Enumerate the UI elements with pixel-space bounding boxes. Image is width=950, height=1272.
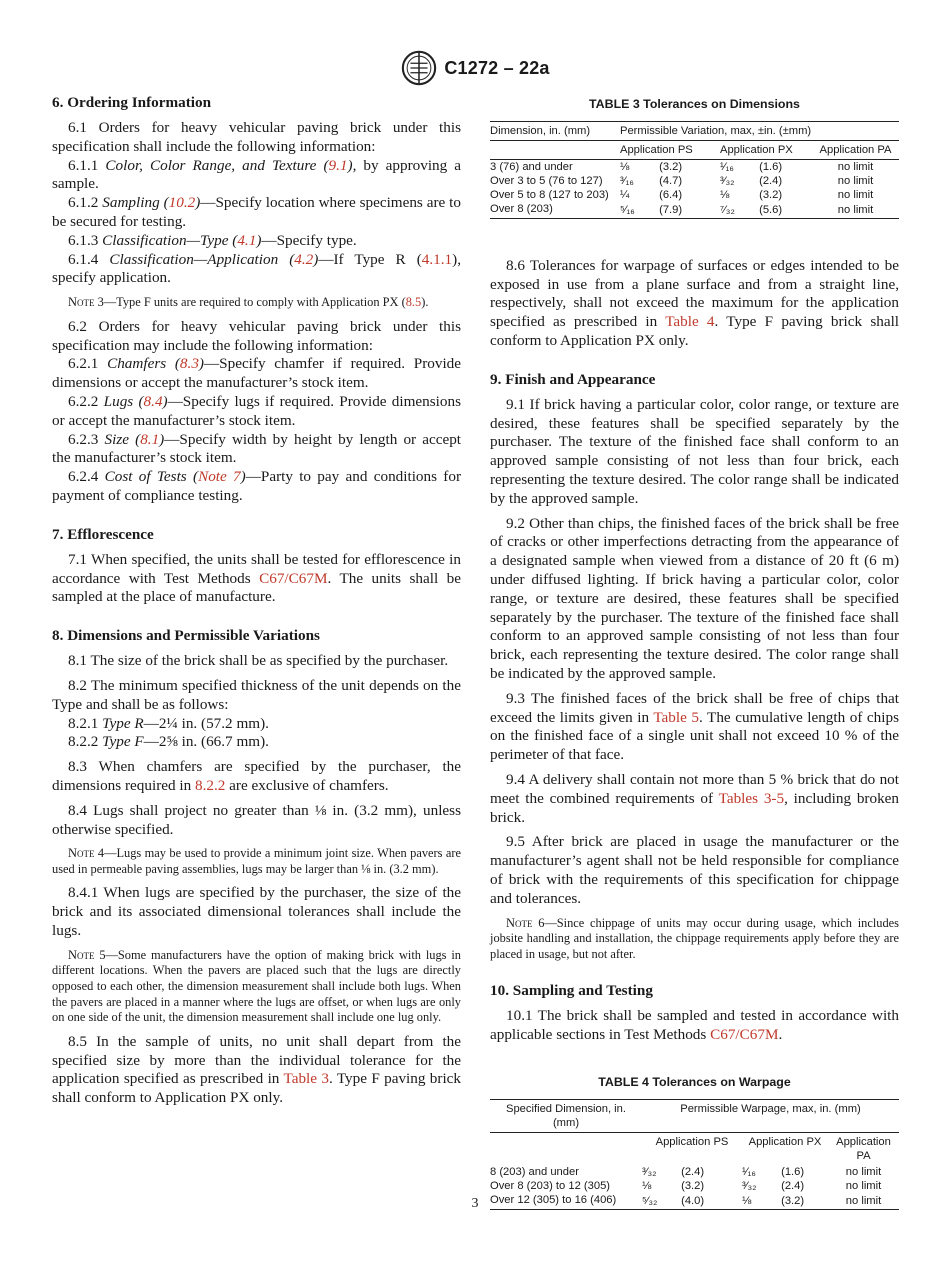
- table-row: 8 (203) and under ³⁄₃₂ (2.4) ¹⁄₁₆ (1.6) no limit: [490, 1165, 882, 1178]
- paragraph-8-3: 8.3 When chamfers are specified by the purchaser, the dimensions required in 8.2.2 are exclusive of chamfers.: [52, 758, 461, 794]
- link-10-2[interactable]: 10.2: [168, 194, 196, 212]
- link-8-5[interactable]: 8.5: [405, 295, 422, 310]
- table-row: Over 8 (203) ⁵⁄₁₆ (7.9) ⁷⁄₃₂ (5.6) no limit: [490, 202, 899, 219]
- table-4-title: TABLE 4 Tolerances on Warpage: [598, 1074, 791, 1089]
- table-row: 3 (76) and under ⅛ (3.2) ¹⁄₁₆ (1.6) no limit: [490, 160, 874, 173]
- link-4-1-1[interactable]: 4.1.1: [421, 250, 453, 268]
- table-3: [490, 95, 899, 219]
- table-row: Over 12 (305) to 16 (406) ⁵⁄₃₂ (4.0) ⅛ (3.2) no limit: [490, 1193, 899, 1210]
- table-row: Over 8 (203) to 12 (305) ⅛ (3.2) ³⁄₃₂ (2.4) no limit: [490, 1179, 882, 1192]
- table-3-col-dimension: Dimension, in. (mm): [490, 121, 620, 140]
- link-table-5[interactable]: Table 5: [653, 708, 699, 726]
- paragraph-6-1: 6.1 Orders for heavy vehicular paving brick under this specification shall include the following information:: [52, 119, 461, 155]
- table-4-sub-pa: Application PA: [836, 1135, 891, 1162]
- left-column: [52, 93, 461, 1108]
- link-8-3[interactable]: 8.3: [179, 355, 199, 373]
- table-4-col-dimension: Specified Dimension, in. (mm): [490, 1099, 642, 1132]
- section-9-heading: 9. Finish and Appearance: [490, 370, 656, 388]
- link-9-1[interactable]: 9.1: [328, 156, 348, 174]
- table-row: Over 5 to 8 (127 to 203) ¼ (6.4) ⅛ (3.2) no limit: [490, 188, 874, 201]
- note-6: Note 6—Since chippage of units may occur during usage, which includes jobsite handling and installation, the chippage requirements apply before they are placed in usage, but not after.: [490, 915, 899, 961]
- link-8-4[interactable]: 8.4: [143, 392, 163, 410]
- link-8-2-2[interactable]: 8.2.2: [195, 776, 226, 794]
- link-4-2[interactable]: 4.2: [294, 250, 314, 268]
- link-tables-3-5[interactable]: Tables 3-5: [718, 789, 785, 807]
- paragraph-9-5: 9.5 After brick are placed in usage the manufacturer or the manufacturer’s agent shall not be held responsible for compliance of brick with the requirements of this specification for chippage and tolerances.: [490, 833, 899, 907]
- note-3: Note 3—Type F units are required to comply with Application PX (8.5).: [68, 295, 429, 310]
- table-3-grid: [490, 121, 899, 219]
- paragraph-9-4: 9.4 A delivery shall contain not more than 5 % brick that do not meet the combined requirements of Tables 3-5, including broken brick.: [490, 770, 900, 826]
- section-10-heading: 10. Sampling and Testing: [490, 982, 653, 1000]
- paragraph-9-1: 9.1 If brick having a particular color, color range, or texture are desired, these features shall be specified separately by the purchaser. The texture of the finished face shall conform to an approved sample consisting of not less than four brick, each representing the texture desired. The color range shall be indicated by the approved sample.: [490, 395, 899, 507]
- paragraph-9-3: 9.3 The finished faces of the brick shall be free of chips that exceed the limits given in Table 5. The cumulative length of chips on the finished face of a single unit shall not exceed 10 % of the perimeter of that face.: [490, 689, 899, 764]
- link-8-1[interactable]: 8.1: [140, 430, 160, 448]
- paragraph-8-2-2: 8.2.2 Type F—2⅝ in. (66.7 mm).: [68, 733, 269, 751]
- paragraph-10-1: 10.1 The brick shall be sampled and tested in accordance with applicable sections in Test Methods C67/C67M.: [490, 1007, 899, 1044]
- table-4-grid: [490, 1099, 899, 1210]
- table-4: [490, 1073, 899, 1210]
- section-6-heading: 6. Ordering Information: [52, 94, 212, 111]
- paragraph-6-2-2: 6.2.2 Lugs (8.4)—Specify lugs if required. Provide dimensions or accept the manufacturer’s stock item.: [52, 392, 461, 429]
- paragraph-8-1: 8.1 The size of the brick shall be as specified by the purchaser.: [68, 652, 449, 670]
- page-number: 3: [471, 1196, 479, 1211]
- table-4-col-group: Permissible Warpage, max, in. (mm): [642, 1099, 899, 1132]
- paragraph-6-1-2: 6.1.2 Sampling (10.2)—Specify location where specimens are to be secured for testing.: [52, 194, 461, 230]
- paragraph-8-4: 8.4 Lugs shall project no greater than ⅛ in. (3.2 mm), unless otherwise specified.: [52, 801, 461, 838]
- document-id: C1272 – 22a: [444, 57, 550, 78]
- table-3-title: TABLE 3 Tolerances on Dimensions: [589, 97, 800, 111]
- paragraph-6-2-4: 6.2.4 Cost of Tests (Note 7)—Party to pay and conditions for payment of compliance testing.: [52, 468, 461, 504]
- paragraph-8-5: 8.5 In the sample of units, no unit shall depart from the specified size by more than the individual tolerance for the application specified as prescribed in Table 3. Type F paving brick shall conform to Application PX only.: [52, 1032, 462, 1107]
- link-c67-2[interactable]: C67/C67M: [710, 1026, 779, 1044]
- table-3-col-group: Permissible Variation, max, ±in. (±mm): [620, 121, 899, 140]
- table-3-sub-px: Application PX: [720, 140, 812, 159]
- paragraph-6-2: 6.2 Orders for heavy vehicular paving brick under this specification may include the following information:: [52, 317, 461, 354]
- paragraph-6-2-1: 6.2.1 Chamfers (8.3)—Specify chamfer if required. Provide dimensions or accept the manufacturer’s stock item.: [52, 355, 462, 392]
- table-4-sub-ps: Application PS: [655, 1135, 729, 1148]
- link-table-3[interactable]: Table 3: [283, 1070, 329, 1088]
- astm-logo-icon: [400, 49, 438, 87]
- section-7-heading: 7. Efflorescence: [52, 525, 154, 543]
- paragraph-8-2-1: 8.2.1 Type R—2¼ in. (57.2 mm).: [68, 714, 269, 732]
- right-column: [490, 95, 899, 1210]
- paragraph-8-6: 8.6 Tolerances for warpage of surfaces or edges intended to be exposed in use from a plane surface and from a straight line, respectively, shall not exceed the maximum for the application specified as prescribed in Table 4. Type F paving brick shall conform to Application PX only.: [490, 256, 900, 349]
- table-3-sub-ps: Application PS: [620, 140, 720, 159]
- paragraph-6-1-3: 6.1.3 Classification—Type (4.1)—Specify type.: [68, 231, 357, 249]
- link-note-7[interactable]: Note 7: [198, 468, 241, 486]
- note-4: Note 4—Lugs may be used to provide a minimum joint size. When pavers are used in permeable paving assemblies, lugs may be larger than ⅛ in. (3.2 mm).: [52, 846, 461, 876]
- link-4-1[interactable]: 4.1: [237, 231, 257, 249]
- paragraph-8-4-1: 8.4.1 When lugs are specified by the purchaser, the size of the brick and its associated dimensional tolerances shall include the lugs.: [52, 884, 461, 940]
- paragraph-9-2: 9.2 Other than chips, the finished faces of the brick shall be free of cracks or other imperfections detracting from the appearance of a designated sample when viewed from a distance of 20 ft (6 m) under diffused lighting. If brick having a particular color, color range, or texture are desired, these features shall be specified separately by the purchaser. The texture of the finished face shall conform to an approved sample consisting of not less than four brick, each representing the texture desired. The color range shall be indicated by the approved sample.: [490, 514, 899, 682]
- paragraph-6-2-3: 6.2.3 Size (8.1)—Specify width by height by length or accept the manufacturer’s stock item.: [52, 430, 462, 467]
- table-4-sub-px: Application PX: [748, 1135, 822, 1148]
- section-8-heading: 8. Dimensions and Permissible Variations: [52, 627, 320, 645]
- table-row: Over 3 to 5 (76 to 127) ³⁄₁₆ (4.7) ³⁄₃₂ (2.4) no limit: [490, 174, 874, 187]
- link-table-4[interactable]: Table 4: [665, 313, 715, 331]
- paragraph-8-2: 8.2 The minimum specified thickness of the unit depends on the Type and shall be as follows:: [52, 676, 461, 713]
- table-3-sub-pa: Application PA: [812, 140, 899, 159]
- paragraph-6-1-4: 6.1.4 Classification—Application (4.2)—If Type R (4.1.1), specify application.: [52, 250, 461, 287]
- paragraph-6-1-1: 6.1.1 Color, Color Range, and Texture (9.1), by approving a sample.: [52, 156, 462, 193]
- page-header: [0, 48, 950, 88]
- paragraph-7-1: 7.1 When specified, the units shall be tested for efflorescence in accordance with Test Methods C67/C67M. The units shall be sampled at the place of manufacture.: [52, 550, 461, 606]
- link-c67[interactable]: C67/C67M: [259, 569, 328, 587]
- note-5: Note 5—Some manufacturers have the option of making brick with lugs in different locations. When the pavers are placed such that the lugs are directly opposed to each other, the dimension measurement shall include both lugs. When the pavers are placed in a manner where the lugs are offset, or when lugs are only on one side of the unit, the dimension measurement shall include one lug only.: [52, 947, 461, 1025]
